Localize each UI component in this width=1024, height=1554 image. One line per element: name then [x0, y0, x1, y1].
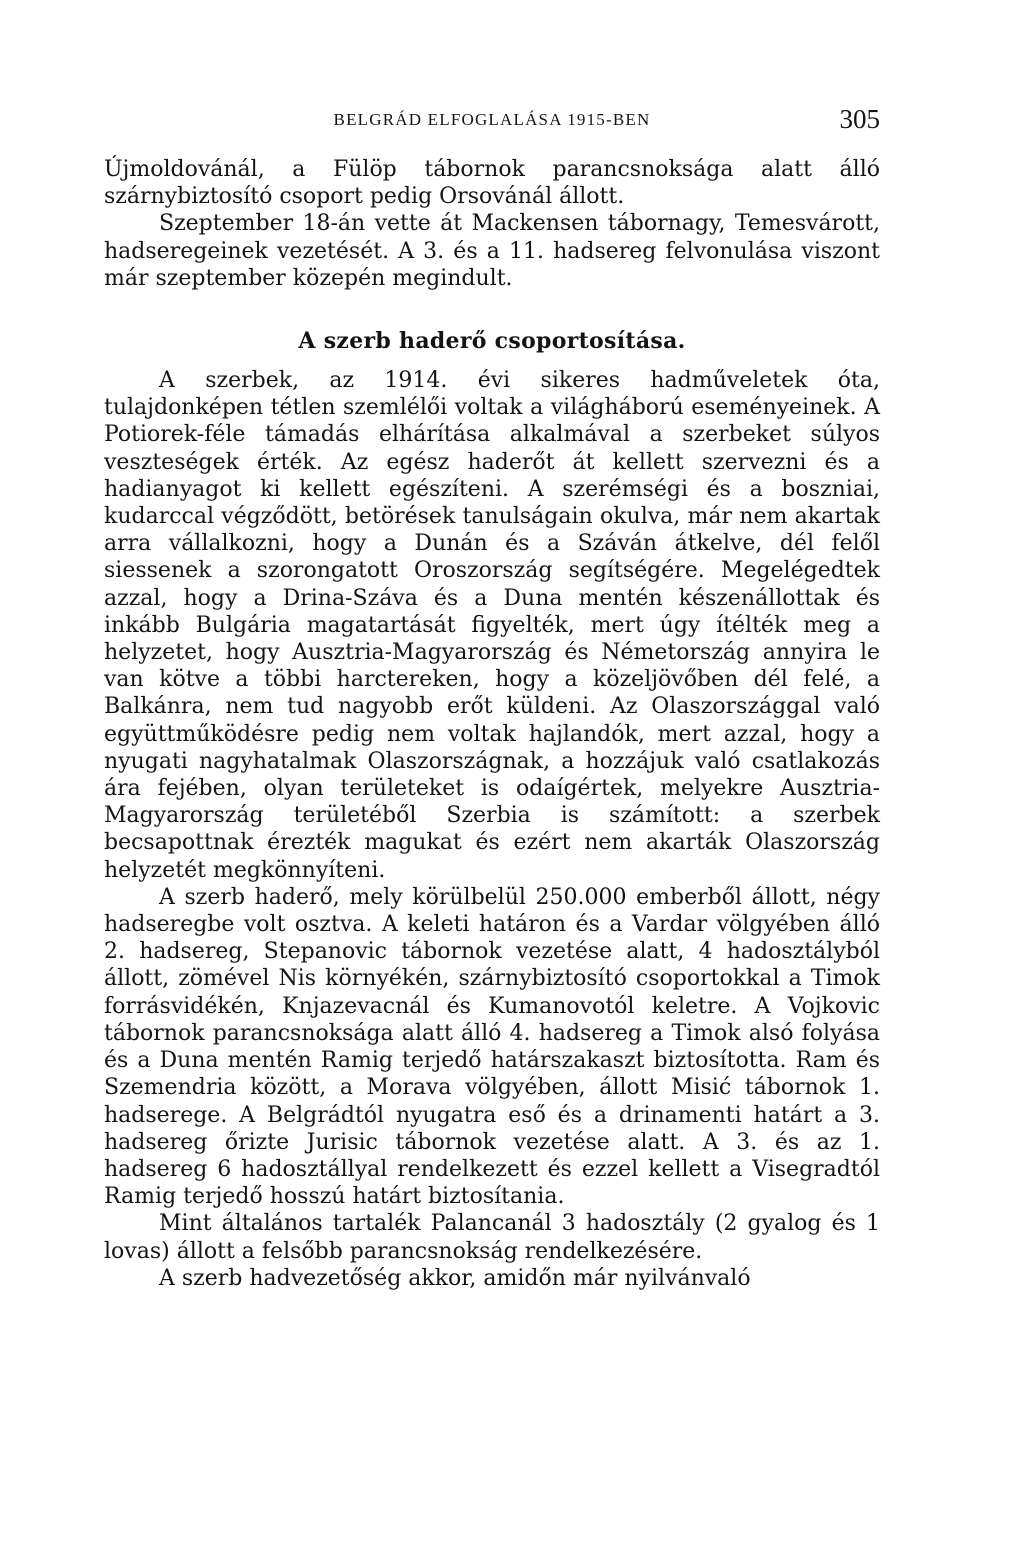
page-number: 305: [839, 104, 880, 134]
intro-paragraph-1: Újmoldovánál, a Fülöp tábornok parancsnoksága alatt álló szárnybiztosító csoport pedig Orsovánál állott.: [104, 157, 880, 210]
section-paragraph-3: Mint általános tartalék Palancanál 3 hadosztály (2 gyalog és 1 lovas) állott a felsőbb parancsnokság rendelkezésére.: [104, 1211, 880, 1264]
running-head: [104, 106, 880, 140]
section-paragraph-4: A szerb hadvezetőség akkor, amidőn már nyilvánvaló: [159, 1265, 751, 1291]
section-paragraph-2: A szerb haderő, mely körülbelül 250.000 emberből állott, négy hadseregbe volt osztva. A keleti határon és a Vardar völgyében álló 2. hadsereg, Stepanovic tábornok vezetése alatt, 4 hadosztályból állott, zömével Nis környékén, szárnybiztosító csoportokkal a Timok forrásvidékén, Knjazevacnál és Kumanovotól keletre. A Vojkovic tábornok parancsnoksága alatt álló 4. hadsereg a Timok alsó folyása és a Duna mentén Ramig terjedő határszakaszt biztosította. Ram és Szemendria között, a Morava völgyében, állott Misić tábornok 1. hadserege. A Belgrádtól nyugatra eső és a drinamenti határt a 3. hadsereg őrizte Jurisic tábornok vezetése alatt. A 3. és az 1. hadsereg 6 hadosztállyal rendelkezett és ezzel kellett a Visegradtól Ramig terjedő hosszú határt biztosítania.: [104, 884, 880, 1210]
book-page: [104, 0, 880, 1554]
section-heading: A szerb haderő csoportosítása.: [298, 328, 686, 355]
running-title: BELGRÁD ELFOGLALÁSA 1915-BEN: [333, 110, 651, 129]
intro-paragraph-2: Szeptember 18-án vette át Mackensen tábornagy, Temesvárott, hadseregeinek vezetését. A 3. és a 11. hadsereg felvonulása viszont már szeptember közepén megindult.: [104, 211, 880, 291]
body-text: [104, 156, 880, 1292]
section-paragraph-1: A szerbek, az 1914. évi sikeres hadműveletek óta, tulajdonképen tétlen szemlélői voltak a világháború eseményeinek. A Potiorek-féle támadás elhárítása alkalmával a szerbeket súlyos veszteségek érték. Az egész haderőt át kellett szervezni és a hadianyagot ki kellett egészíteni. A szerémségi és a boszniai, kudarccal végződött, betörések tanulságain okulva, már nem akartak arra vállalkozni, hogy a Dunán és a Száván átkelve, dél felől siessenek a szorongatott Oroszország segítségére. Megelégedtek azzal, hogy a Drina-Száva és a Duna mentén készenállottak és inkább Bulgária magatartását figyelték, mert úgy ítélték meg a helyzetet, hogy Ausztria-Magyarország és Németország annyira le van kötve a többi harctereken, hogy a közeljövőben dél felé, a Balkánra, nem tud nagyobb erőt küldeni. Az Olaszországgal való együttműködésre pedig nem voltak hajlandók, mert azzal, hogy a nyugati nagyhatalmak Olaszországnak, a hozzájuk való csatlakozás ára fejében, olyan területeket is odaígértek, melyekre Ausztria-Magyarország területéből Szerbia is számított: a szerbek becsapottnak érezték magukat és ezért nem akarták Olaszország helyzetét megkönnyíteni.: [104, 368, 880, 883]
